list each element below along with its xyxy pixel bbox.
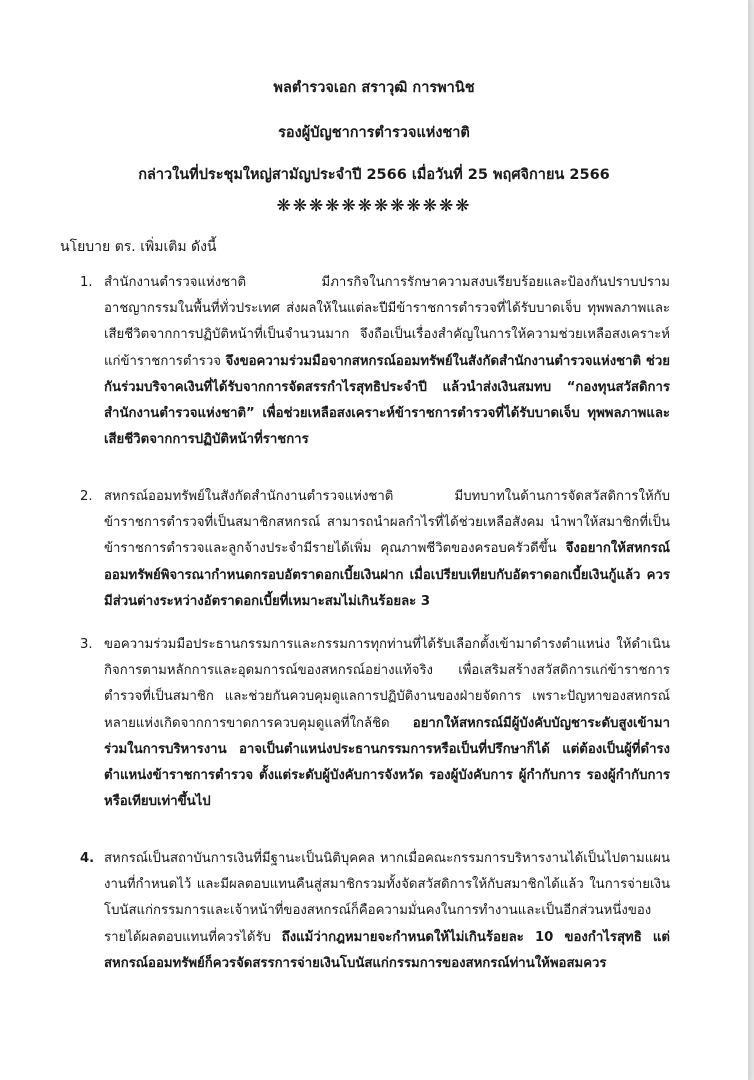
item-body bbox=[104, 270, 670, 453]
policy-item-1 bbox=[80, 270, 670, 453]
item-number: 4. bbox=[80, 851, 95, 866]
item-text: ขอความร่วมมือประธานกรรมการและกรรมการทุกท่านที่ได้รับเลือกตั้งเข้ามาดำรงตำแหน่ง ให้ดำเนินกิจการตามหลักการและอุดมการณ์ของสหกรณ์อย่างแท้จริง เพื่อเสริมสร้างสวัสดิการแก่ข้าราชการตำรวจที่เป็นสมาชิก และช่วยกันควบคุมดูแลการปฏิบัติงานของฝ่ายจัดการ เพราะปัญหาของสหกรณ์หลายแห่งเกิดจากการขาดการควบคุมดูแลที่ใกล้ชิด bbox=[104, 637, 670, 731]
item-number: 1. bbox=[80, 275, 93, 290]
policy-item-2 bbox=[80, 484, 670, 615]
speaker-name: พลตำรวจเอก สราวุฒิ การพานิช bbox=[273, 80, 475, 96]
item-number: 3. bbox=[80, 637, 93, 652]
item-bold-text: จึงขอความร่วมมือจากสหกรณ์ออมทรัพย์ในสังกัดสำนักงานตำรวจแห่งชาติ ช่วยกันร่วมบริจาคเงินที่ได้รับจากการจัดสรรกำไรสุทธิประจำปี แล้วนำส่งเงินสมทบ “กองทุนสวัสดิการ สำนักงานตำรวจแห่งชาติ” เพื่อช่วยเหลือสงเคราะห์ข้าราชการตำรวจที่ได้รับบาดเจ็บ ทุพพลภาพและเสียชีวิตจากการปฏิบัติหน้าที่ราชการ bbox=[104, 353, 670, 448]
item-bold-text: ถึงแม้ว่ากฎหมายจะกำหนดให้ไม่เกินร้อยละ 10 ของกำไรสุทธิ แต่สหกรณ์ออมทรัพย์ก็ควรจัดสรรการจ่ายเงินโบนัสแก่กรรมการของสหกรณ์ท่านให้พอสมควร bbox=[104, 929, 670, 971]
speech-occasion: กล่าวในที่ประชุมใหญ่สามัญประจำปี 2566 เมื่อวันที่ 25 พฤศจิกายน 2566 bbox=[138, 167, 610, 183]
item-body bbox=[104, 632, 670, 815]
item-text: สหกรณ์เป็นสถาบันการเงินที่มีฐานะเป็นนิติบุคคล หากเมื่อคณะกรรมการบริหารงานได้เป็นไปตามแผนงานที่กำหนดไว้ และมีผลตอบแทนคืนสู่สมาชิกรวมทั้งจัดสวัสดิการให้กับสมาชิกได้แล้ว ในการจ่ายเงินโบนัสแก่กรรมการและเจ้าหน้าที่ของสหกรณ์ก็คือความมั่นคงในการทำงานและเป็นอีกส่วนหนึ่งของรายได้ผลตอบแทนที่ควรได้รับ bbox=[104, 851, 670, 945]
item-text: สหกรณ์ออมทรัพย์ในสังกัดสำนักงานตำรวจแห่งชาติ มีบทบาทในด้านการจัดสวัสดิการให้กับข้าราชการตำรวจที่เป็นสมาชิกสหกรณ์ สามารถนำผลกำไรที่ได้ช่วยเหลือสังคม นำพาให้สมาชิกที่เป็นข้าราชการตำรวจและลูกจ้างประจำมีรายได้เพิ่ม คุณภาพชีวิตของครอบครัวดีขึ้น bbox=[104, 489, 670, 557]
item-text: สำนักงานตำรวจแห่งชาติ มีภารกิจในการรักษาความสงบเรียบร้อยและป้องกันปราบปรามอาชญากรรมในพื้นที่ทั่วประเทศ ส่งผลให้ในแต่ละปีมีข้าราชการตำรวจที่ได้รับบาดเจ็บ ทุพพลภาพและเสียชีวิตจากการปฏิบัติหน้าที่เป็นจำนวนมาก จึงถือเป็นเรื่องสำคัญในการให้ความช่วยเหลือสงเคราะห์แก่ข้าราชการตำรวจ bbox=[104, 275, 670, 369]
item-body bbox=[104, 846, 670, 977]
policy-item-4 bbox=[80, 846, 670, 977]
item-number: 2. bbox=[80, 489, 93, 504]
item-body bbox=[104, 484, 670, 615]
policy-intro: นโยบาย ตร. เพิ่มเติม ดังนี้ bbox=[60, 239, 217, 255]
speaker-position: รองผู้บัญชาการตำรวจแห่งชาติ bbox=[278, 125, 470, 141]
decorative-divider: ❋❋❋❋❋❋❋❋❋❋❋❋ bbox=[276, 196, 472, 216]
item-bold-text: จึงอยากให้สหกรณ์ออมทรัพย์พิจารณากำหนดกรอบอัตราดอกเบี้ยเงินฝาก เมื่อเปรียบเทียบกับอัตราดอกเบี้ยเงินกู้แล้ว ควรมีส่วนต่างระหว่างอัตราดอกเบี้ยที่เหมาะสมไม่เกินร้อยละ 3 bbox=[104, 541, 670, 609]
item-bold-text: อยากให้สหกรณ์มีผู้บังคับบัญชาระดับสูงเข้ามาร่วมในการบริหารงาน อาจเป็นตำแหน่งประธานกรรมการหรือเป็นที่ปรึกษาก็ได้ แต่ต้องเป็นผู้ที่ดำรงตำแหน่งข้าราชการตำรวจ ตั้งแต่ระดับผู้บังคับการจังหวัด รองผู้บังคับการ ผู้กำกับการ รองผู้กำกับการ หรือเทียบเท่าขึ้นไป bbox=[104, 715, 670, 810]
policy-item-3 bbox=[80, 632, 670, 815]
